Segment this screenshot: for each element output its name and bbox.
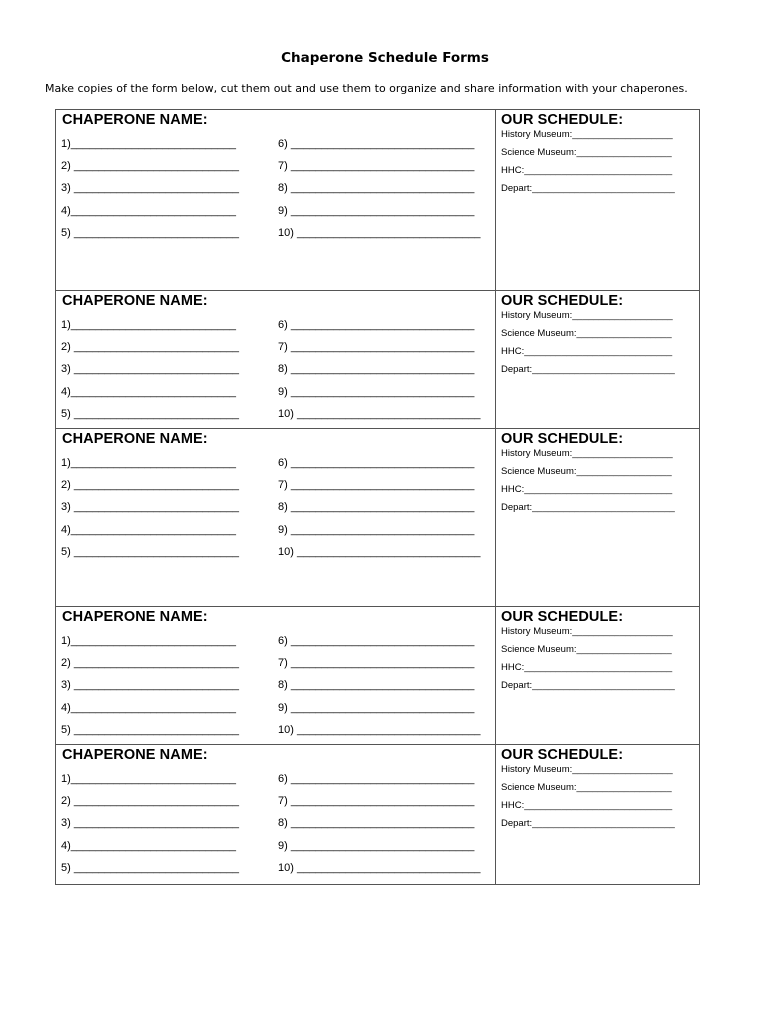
chaperone-entry-line[interactable]: 4)___________________________ bbox=[61, 385, 236, 398]
chaperone-entry-line[interactable]: 8) ______________________________ bbox=[278, 501, 475, 514]
chaperone-name-heading: CHAPERONE NAME: bbox=[62, 747, 208, 763]
chaperone-entry-line[interactable]: 3) ___________________________ bbox=[61, 817, 240, 830]
form-divider bbox=[495, 110, 496, 290]
chaperone-entry-line[interactable]: 9) ______________________________ bbox=[278, 385, 475, 398]
chaperone-entry-line[interactable]: 8) ______________________________ bbox=[278, 817, 475, 830]
chaperone-entry-line[interactable]: 1)___________________________ bbox=[61, 457, 236, 469]
schedule-entry-line[interactable]: HHC:____________________________ bbox=[501, 346, 673, 357]
chaperone-entry-line[interactable]: 1)___________________________ bbox=[61, 138, 236, 150]
chaperone-form bbox=[56, 428, 699, 606]
chaperone-form bbox=[56, 290, 699, 428]
chaperone-entry-line[interactable]: 4)___________________________ bbox=[61, 701, 236, 714]
chaperone-entry-line[interactable]: 8) ______________________________ bbox=[278, 363, 475, 376]
chaperone-entry-line[interactable]: 9) ______________________________ bbox=[278, 839, 475, 852]
page-title: Chaperone Schedule Forms bbox=[281, 50, 489, 66]
chaperone-entry-line[interactable]: 1)___________________________ bbox=[61, 773, 236, 785]
form-divider bbox=[495, 607, 496, 744]
chaperone-form bbox=[56, 744, 699, 884]
schedule-entry-line[interactable]: Depart:___________________________ bbox=[501, 502, 675, 513]
chaperone-entry-line[interactable]: 4)___________________________ bbox=[61, 839, 236, 852]
chaperone-entry-line[interactable]: 10) ______________________________ bbox=[278, 407, 481, 420]
form-divider bbox=[495, 291, 496, 428]
chaperone-entry-line[interactable]: 7) ______________________________ bbox=[278, 160, 475, 173]
chaperone-form bbox=[56, 606, 699, 744]
schedule-entry-line[interactable]: HHC:____________________________ bbox=[501, 662, 673, 673]
our-schedule-heading: OUR SCHEDULE: bbox=[501, 112, 624, 128]
chaperone-entry-line[interactable]: 2) ___________________________ bbox=[61, 479, 240, 492]
intro-text: Make copies of the form below, cut them out and use them to organize and share information with your chaperones. bbox=[45, 82, 688, 95]
schedule-entry-line[interactable]: HHC:____________________________ bbox=[501, 165, 673, 176]
chaperone-entry-line[interactable]: 10) ______________________________ bbox=[278, 861, 481, 874]
chaperone-entry-line[interactable]: 5) ___________________________ bbox=[61, 861, 240, 874]
chaperone-entry-line[interactable]: 7) ______________________________ bbox=[278, 341, 475, 354]
schedule-entry-line[interactable]: Science Museum:__________________ bbox=[501, 782, 672, 793]
schedule-entry-line[interactable]: History Museum:___________________ bbox=[501, 129, 673, 140]
chaperone-entry-line[interactable]: 8) ______________________________ bbox=[278, 679, 475, 692]
chaperone-entry-line[interactable]: 2) ___________________________ bbox=[61, 341, 240, 354]
chaperone-entry-line[interactable]: 3) ___________________________ bbox=[61, 363, 240, 376]
schedule-entry-line[interactable]: Science Museum:__________________ bbox=[501, 328, 672, 339]
chaperone-entry-line[interactable]: 6) ______________________________ bbox=[278, 635, 475, 647]
chaperone-entry-line[interactable]: 9) ______________________________ bbox=[278, 523, 475, 536]
schedule-entry-line[interactable]: History Museum:___________________ bbox=[501, 626, 673, 637]
chaperone-name-heading: CHAPERONE NAME: bbox=[62, 609, 208, 625]
chaperone-entry-line[interactable]: 1)___________________________ bbox=[61, 319, 236, 331]
chaperone-entry-line[interactable]: 1)___________________________ bbox=[61, 635, 236, 647]
chaperone-entry-line[interactable]: 4)___________________________ bbox=[61, 204, 236, 217]
chaperone-name-heading: CHAPERONE NAME: bbox=[62, 112, 208, 128]
chaperone-entry-line[interactable]: 2) ___________________________ bbox=[61, 795, 240, 808]
schedule-entry-line[interactable]: Depart:___________________________ bbox=[501, 818, 675, 829]
schedule-entry-line[interactable]: Science Museum:__________________ bbox=[501, 466, 672, 477]
chaperone-entry-line[interactable]: 5) ___________________________ bbox=[61, 545, 240, 558]
form-divider bbox=[495, 745, 496, 884]
schedule-entry-line[interactable]: HHC:____________________________ bbox=[501, 484, 673, 495]
chaperone-entry-line[interactable]: 6) ______________________________ bbox=[278, 138, 475, 150]
chaperone-name-heading: CHAPERONE NAME: bbox=[62, 293, 208, 309]
chaperone-entry-line[interactable]: 8) ______________________________ bbox=[278, 182, 475, 195]
our-schedule-heading: OUR SCHEDULE: bbox=[501, 747, 624, 763]
schedule-entry-line[interactable]: Depart:___________________________ bbox=[501, 364, 675, 375]
schedule-entry-line[interactable]: Depart:___________________________ bbox=[501, 183, 675, 194]
chaperone-entry-line[interactable]: 6) ______________________________ bbox=[278, 773, 475, 785]
chaperone-entry-line[interactable]: 9) ______________________________ bbox=[278, 204, 475, 217]
chaperone-entry-line[interactable]: 10) ______________________________ bbox=[278, 723, 481, 736]
schedule-entry-line[interactable]: History Museum:___________________ bbox=[501, 310, 673, 321]
chaperone-entry-line[interactable]: 6) ______________________________ bbox=[278, 319, 475, 331]
chaperone-entry-line[interactable]: 2) ___________________________ bbox=[61, 657, 240, 670]
chaperone-entry-line[interactable]: 7) ______________________________ bbox=[278, 657, 475, 670]
form-divider bbox=[495, 429, 496, 606]
chaperone-entry-line[interactable]: 2) ___________________________ bbox=[61, 160, 240, 173]
chaperone-name-heading: CHAPERONE NAME: bbox=[62, 431, 208, 447]
chaperone-entry-line[interactable]: 7) ______________________________ bbox=[278, 479, 475, 492]
schedule-entry-line[interactable]: History Museum:___________________ bbox=[501, 764, 673, 775]
chaperone-entry-line[interactable]: 5) ___________________________ bbox=[61, 723, 240, 736]
our-schedule-heading: OUR SCHEDULE: bbox=[501, 609, 624, 625]
chaperone-entry-line[interactable]: 9) ______________________________ bbox=[278, 701, 475, 714]
chaperone-entry-line[interactable]: 10) ______________________________ bbox=[278, 545, 481, 558]
chaperone-form bbox=[56, 110, 699, 290]
chaperone-entry-line[interactable]: 3) ___________________________ bbox=[61, 679, 240, 692]
chaperone-entry-line[interactable]: 3) ___________________________ bbox=[61, 501, 240, 514]
schedule-entry-line[interactable]: HHC:____________________________ bbox=[501, 800, 673, 811]
chaperone-forms bbox=[55, 109, 700, 885]
chaperone-entry-line[interactable]: 3) ___________________________ bbox=[61, 182, 240, 195]
chaperone-entry-line[interactable]: 6) ______________________________ bbox=[278, 457, 475, 469]
chaperone-entry-line[interactable]: 10) ______________________________ bbox=[278, 226, 481, 239]
chaperone-entry-line[interactable]: 7) ______________________________ bbox=[278, 795, 475, 808]
chaperone-entry-line[interactable]: 5) ___________________________ bbox=[61, 226, 240, 239]
schedule-entry-line[interactable]: Science Museum:__________________ bbox=[501, 644, 672, 655]
schedule-entry-line[interactable]: Depart:___________________________ bbox=[501, 680, 675, 691]
chaperone-entry-line[interactable]: 5) ___________________________ bbox=[61, 407, 240, 420]
chaperone-entry-line[interactable]: 4)___________________________ bbox=[61, 523, 236, 536]
our-schedule-heading: OUR SCHEDULE: bbox=[501, 431, 624, 447]
schedule-entry-line[interactable]: Science Museum:__________________ bbox=[501, 147, 672, 158]
our-schedule-heading: OUR SCHEDULE: bbox=[501, 293, 624, 309]
schedule-entry-line[interactable]: History Museum:___________________ bbox=[501, 448, 673, 459]
